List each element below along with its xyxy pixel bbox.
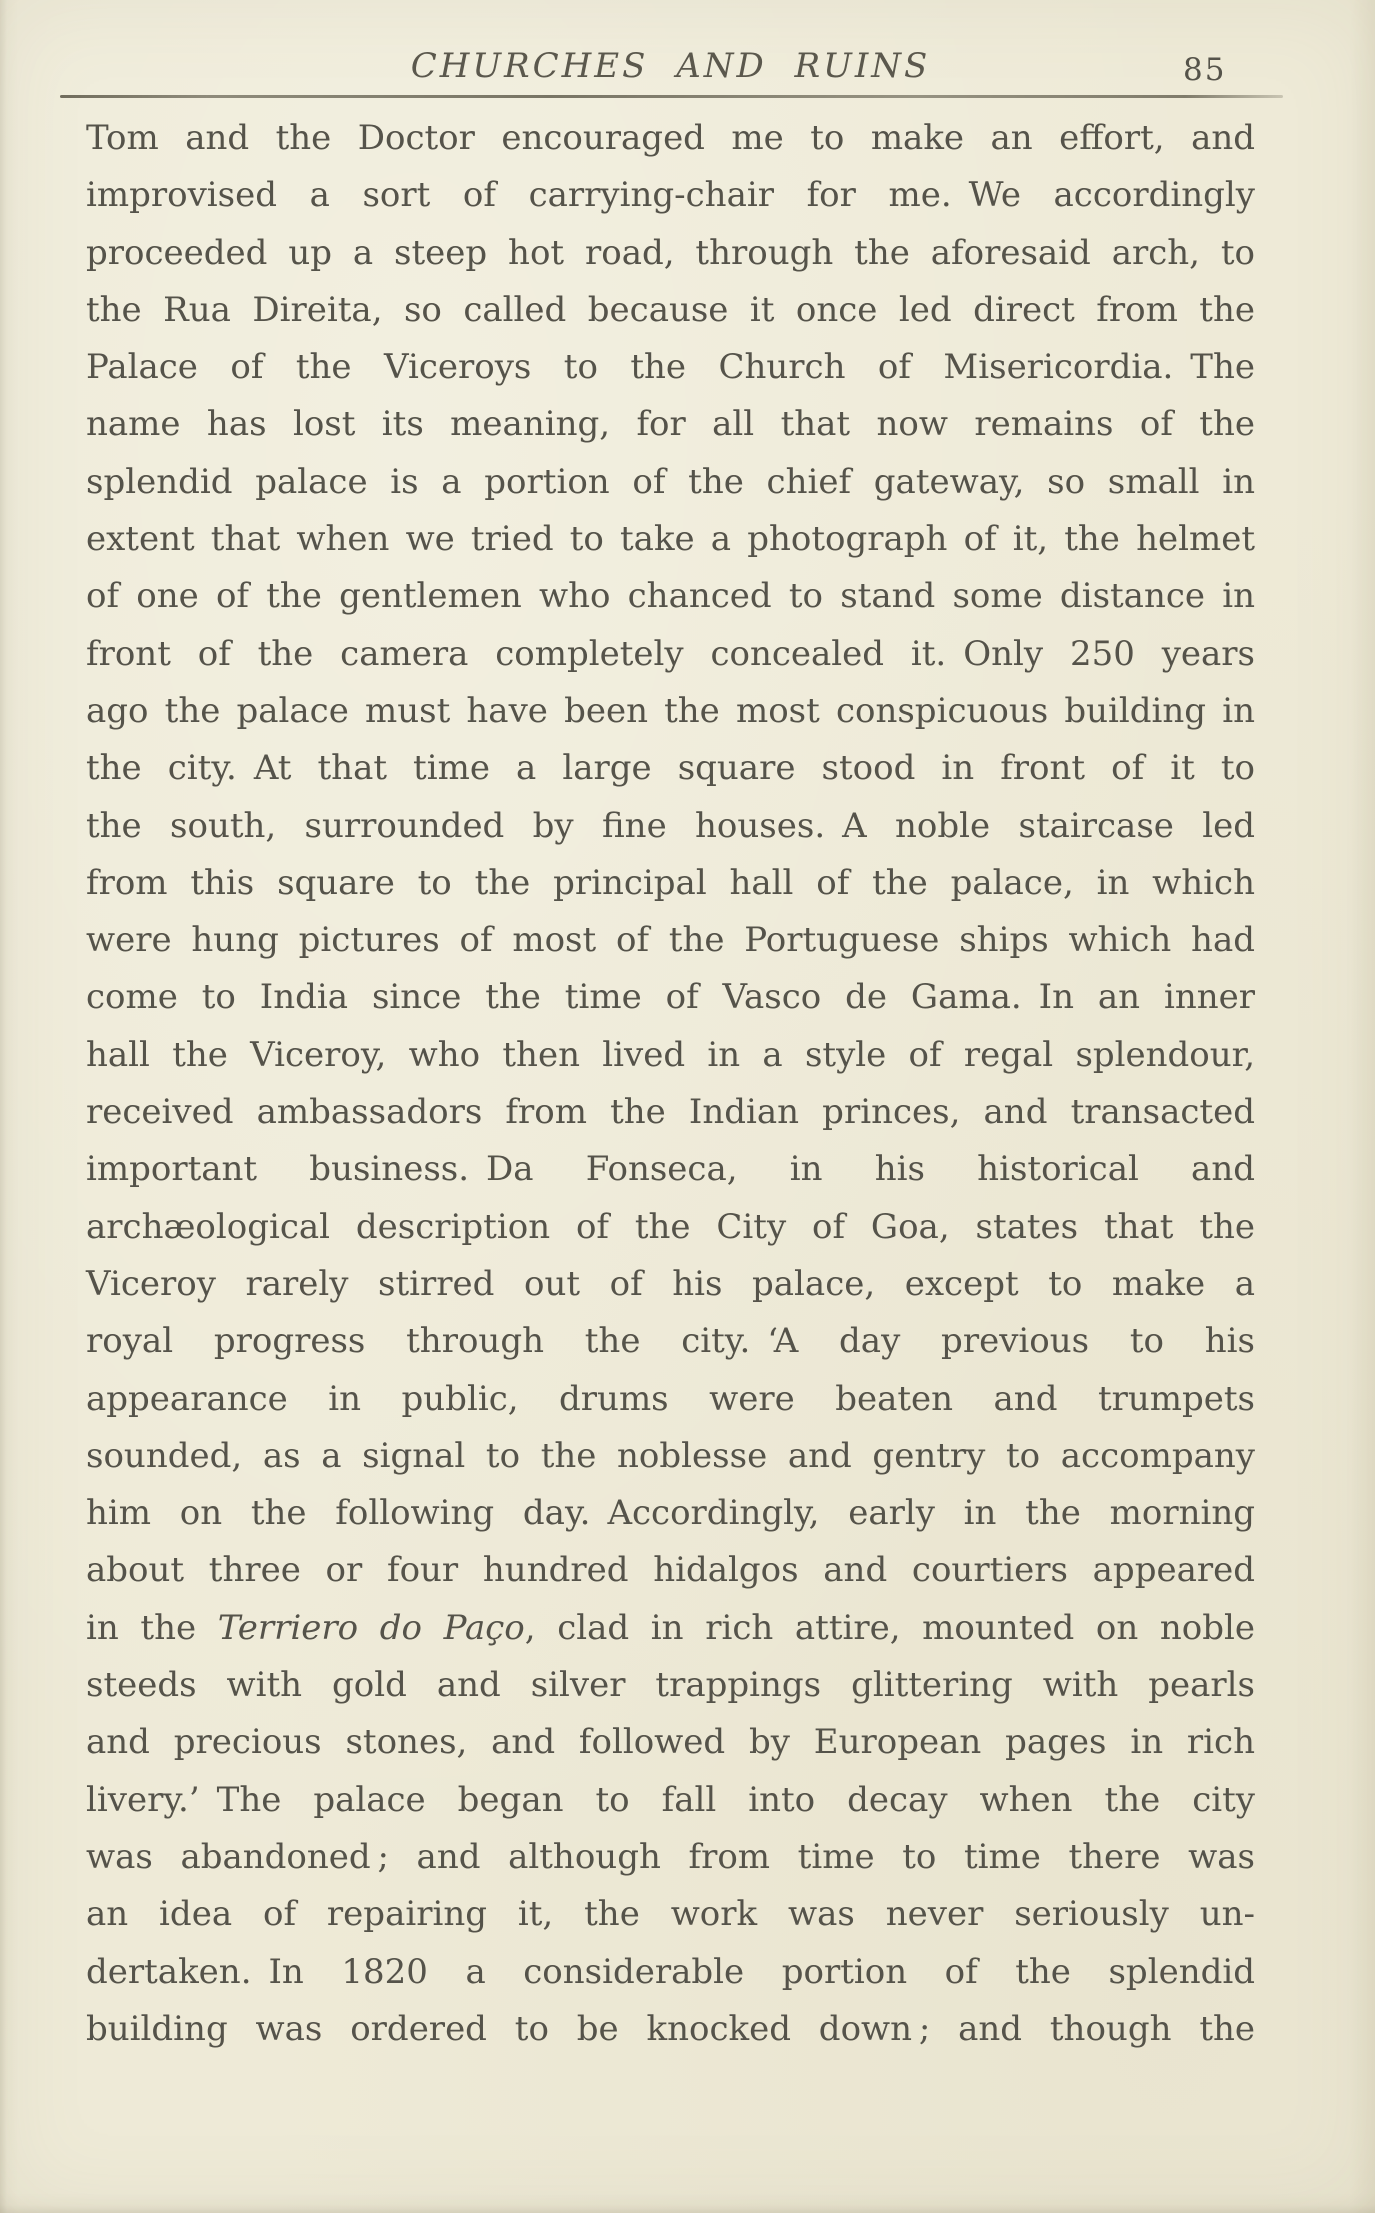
text-line	[86, 1714, 1255, 1771]
text-segment: splendid palace is a portion of the chief gateway, so small in	[86, 461, 1255, 502]
text-segment: hall the Viceroy, who then lived in a style of regal splendour,	[86, 1034, 1255, 1075]
text-segment: name has lost its meaning, for all that now remains of the	[86, 404, 1255, 445]
text-line	[86, 1428, 1255, 1485]
text-line	[86, 626, 1255, 683]
running-head-title: CHURCHES AND RUINS	[410, 46, 931, 86]
text-segment: Palace of the Viceroys to the Church of Misericordia. The	[86, 347, 1255, 388]
text-segment: Viceroy rarely stirred out of his palace, except to make a	[86, 1263, 1255, 1304]
text-segment: royal progress through the city. ‘A day previous to his	[86, 1321, 1255, 1362]
text-segment: steeds with gold and silver trappings glittering with pearls	[86, 1665, 1255, 1706]
text-line	[86, 1657, 1255, 1714]
text-segment: received ambassadors from the Indian princes, and transacted	[86, 1092, 1255, 1133]
text-line	[86, 167, 1255, 224]
text-line	[86, 225, 1255, 282]
page-number: 85	[1183, 52, 1227, 88]
text-segment: dertaken. In 1820 a considerable portion of the splendid	[86, 1951, 1255, 1992]
text-line	[86, 339, 1255, 396]
text-segment: an idea of repairing it, the work was never seriously un-	[86, 1894, 1255, 1935]
text-line	[86, 1371, 1255, 1428]
text-line	[86, 1256, 1255, 1313]
text-line	[86, 1886, 1255, 1943]
text-line	[86, 969, 1255, 1026]
text-segment: in the	[86, 1607, 218, 1648]
text-segment: improvised a sort of carrying-chair for me. We accordingly	[86, 175, 1255, 216]
text-segment: building was ordered to be knocked down ; and though the	[86, 2008, 1255, 2049]
text-line	[86, 1199, 1255, 1256]
text-segment: proceeded up a steep hot road, through the aforesaid arch, to	[86, 232, 1255, 273]
text-line	[86, 511, 1255, 568]
text-segment: extent that when we tried to take a photograph of it, the helmet	[86, 519, 1255, 560]
text-line	[86, 1772, 1255, 1829]
text-line	[86, 282, 1255, 339]
text-segment: from this square to the principal hall of the palace, in which	[86, 862, 1255, 903]
text-segment: him on the following day. Accordingly, early in the morning	[86, 1493, 1255, 1534]
text-segment: Tom and the Doctor encouraged me to make an effort, and	[86, 118, 1255, 158]
text-segment: sounded, as a signal to the noblesse and gentry to accompany	[86, 1435, 1255, 1476]
text-line	[86, 1542, 1255, 1599]
text-line	[86, 1084, 1255, 1141]
text-line	[86, 740, 1255, 797]
text-segment: and precious stones, and followed by European pages in rich	[86, 1722, 1255, 1763]
text-line	[86, 396, 1255, 453]
text-segment: important business. Da Fonseca, in his historical and	[86, 1149, 1255, 1190]
text-segment: front of the camera completely concealed it. Only 250 years	[86, 633, 1255, 674]
text-segment: the south, surrounded by fine houses. A noble staircase led	[86, 805, 1255, 846]
text-line	[86, 2001, 1255, 2058]
italic-text-segment: Terriero do Paço	[217, 1607, 525, 1648]
text-line	[86, 110, 1255, 167]
text-line	[86, 1600, 1255, 1657]
text-line	[86, 1313, 1255, 1370]
text-segment: come to India since the time of Vasco de Gama. In an inner	[86, 977, 1255, 1018]
text-segment: was abandoned ; and although from time to time there was	[86, 1836, 1255, 1877]
text-segment: about three or four hundred hidalgos and courtiers appeared	[86, 1550, 1255, 1591]
text-segment: , clad in rich attire, mounted on noble	[524, 1607, 1256, 1648]
text-line	[86, 1027, 1255, 1084]
running-head	[86, 46, 1255, 86]
text-line	[86, 568, 1255, 625]
text-segment: the city. At that time a large square stood in front of it to	[86, 748, 1255, 789]
text-line	[86, 1141, 1255, 1198]
text-segment: appearance in public, drums were beaten and trumpets	[86, 1378, 1255, 1419]
text-line	[86, 683, 1255, 740]
text-segment: the Rua Direita, so called because it once led direct from the	[86, 289, 1255, 330]
body-text	[86, 110, 1255, 2058]
header-rule	[60, 95, 1283, 98]
text-segment: archæological description of the City of Goa, states that the	[86, 1206, 1255, 1247]
text-line	[86, 1944, 1255, 2001]
text-line	[86, 798, 1255, 855]
text-line	[86, 1485, 1255, 1542]
text-line	[86, 454, 1255, 511]
text-line	[86, 1829, 1255, 1886]
text-line	[86, 912, 1255, 969]
text-segment: were hung pictures of most of the Portuguese ships which had	[86, 920, 1255, 961]
text-segment: of one of the gentlemen who chanced to stand some distance in	[86, 576, 1255, 617]
text-line	[86, 855, 1255, 912]
text-segment: livery.’ The palace began to fall into decay when the city	[86, 1779, 1255, 1820]
text-segment: ago the palace must have been the most conspicuous building in	[86, 690, 1255, 731]
